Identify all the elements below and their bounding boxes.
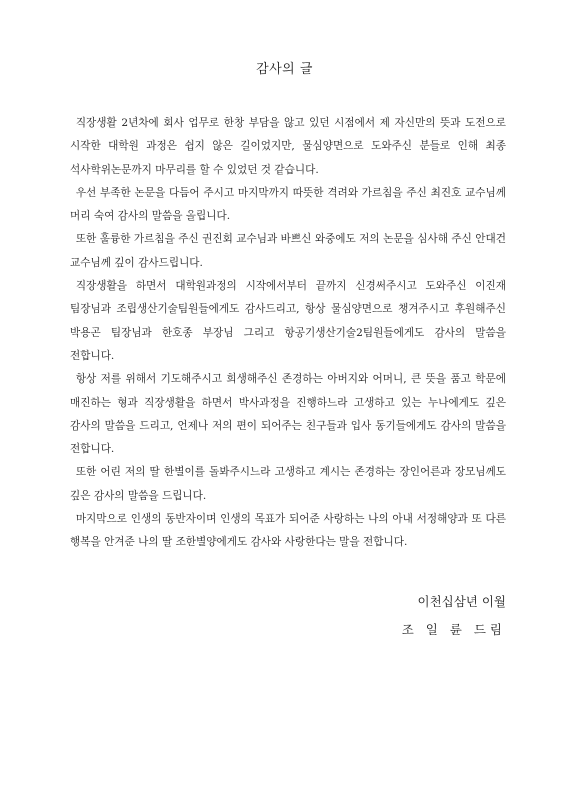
paragraph-2: 우선 부족한 논문을 다듬어 주시고 마지막까지 따뜻한 격려와 가르침을 주신 최진호 교수님께 머리 숙여 감사의 말씀을 올립니다. (70, 186, 506, 223)
author-signature: 조 일 륜 드림 (401, 622, 506, 637)
paragraph-5: 항상 저를 위해서 기도해주시고 희생해주신 존경하는 아버지와 어머니, 큰 뜻을 품고 학문에 매진하는 형과 직장생활을 하면서 박사과정을 진행하느라 고생하고 있는 누나에게도 깊은 감사의 말씀을 드리고, 언제나 저의 편이 되어주는 친구들과 입사 동기들에게도 감사의 말씀을 전합니다. (70, 373, 506, 456)
paragraph-1: 직장생활 2년차에 회사 업무로 한창 부담을 않고 있던 시점에서 제 자신만의 뜻과 도전으로 시작한 대학원 과정은 쉽지 않은 길이었지만, 물심양면으로 도와주신 분들로 인해 최종 석사학위논문까지 마무리를 할 수 있었던 것 같습니다. (70, 117, 506, 176)
document-body (70, 112, 506, 555)
paragraph-4: 직장생활을 하면서 대학원과정의 시작에서부터 끝까지 신경써주시고 도와주신 이진재 팀장님과 조립생산기술팀원들에게도 감사드리고, 항상 물심양면으로 챙겨주시고 후원해주신 박용곤 팀장님과 한호종 부장님 그리고 항공기생산기술2팀원들에게도 감사의 말씀을 전합니다. (70, 280, 506, 362)
paragraph-3: 또한 훌륭한 가르침을 주신 권진회 교수님과 바쁘신 와중에도 저의 논문을 심사해 주신 안대건 교수님께 깊이 감사드립니다. (70, 233, 506, 269)
closing-date: 이천십삼년 이월 (417, 594, 506, 609)
page-title: 감사의 글 (256, 62, 313, 77)
paragraph-6: 또한 어린 저의 딸 한별이를 돌봐주시느라 고생하고 계시는 존경하는 장인어른과 장모님께도 깊은 감사의 말씀을 드립니다. (70, 466, 506, 502)
paragraph-7: 마지막으로 인생의 동반자이며 인생의 목표가 되어준 사랑하는 나의 아내 서정해양과 또 다른 행복을 안겨준 나의 딸 조한별양에게도 감사와 사랑한다는 말을 전합니다. (70, 513, 506, 549)
